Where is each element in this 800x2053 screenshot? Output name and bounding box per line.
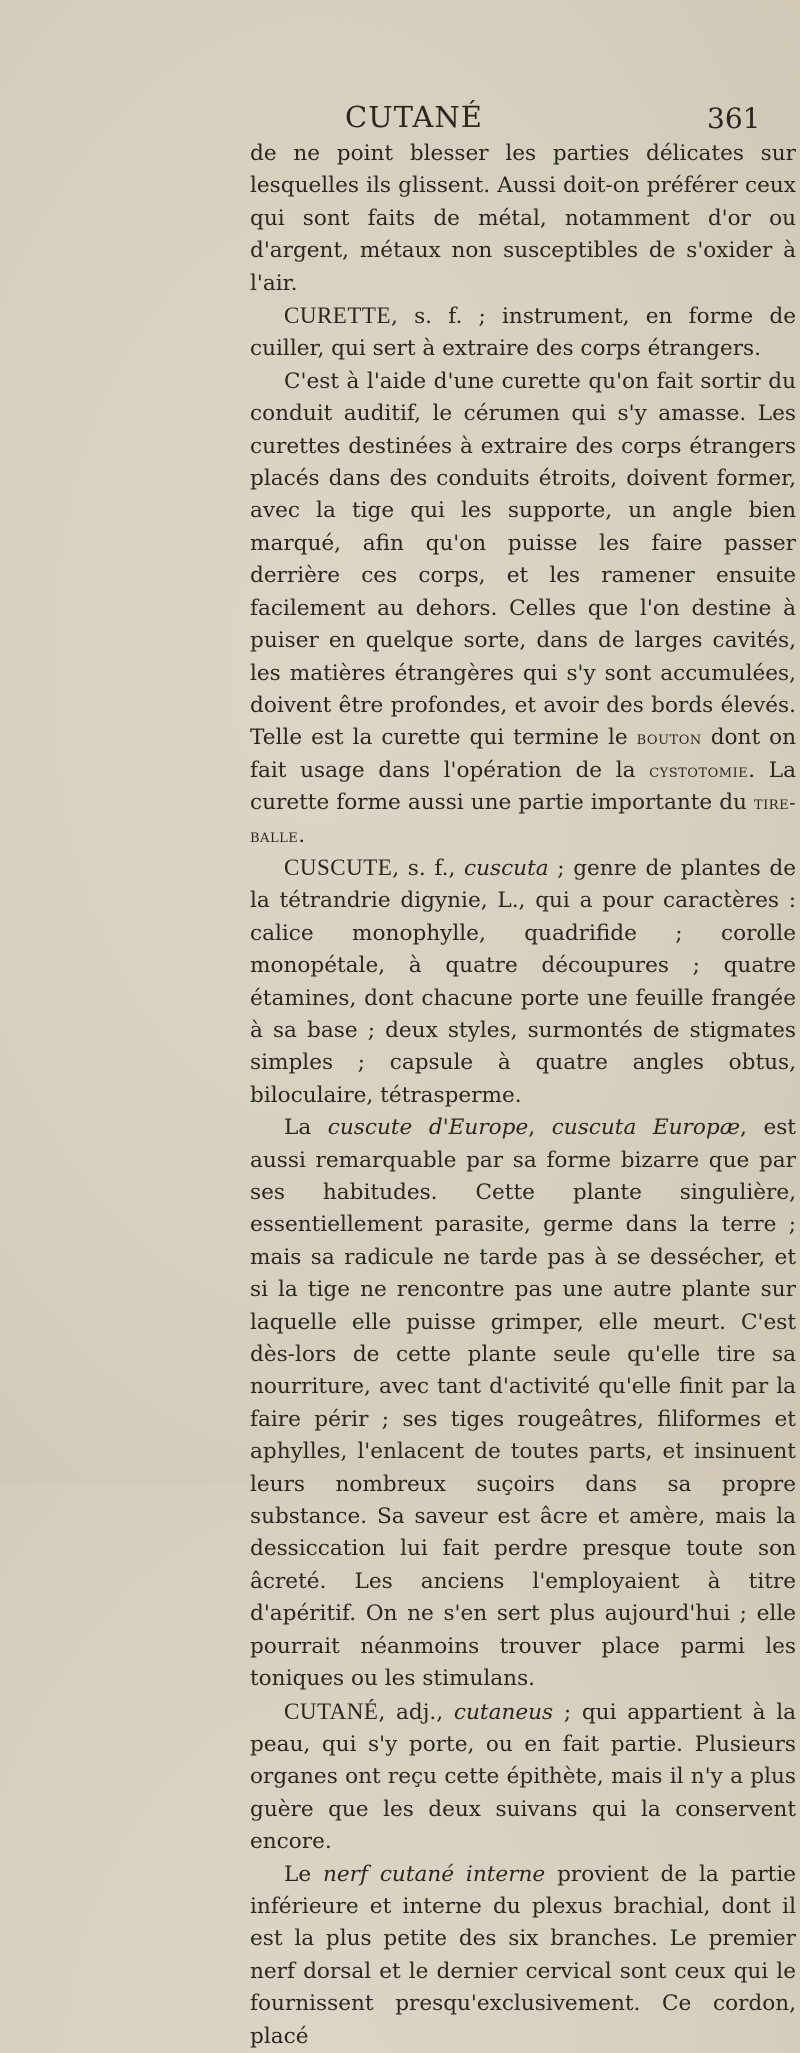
paragraph-nerf-cutane — [250, 1859, 796, 2053]
paragraph-curette-usage — [250, 366, 796, 852]
paragraph-text: dont on fait usage dans l'opération de la — [250, 725, 797, 783]
paragraph-text: de ne point blesser les parties délicates sur lesquelles ils glissent. Aussi doit-on préférer ceux qui sont faits de métal, notamment d'or ou d'argent, métaux non susceptibles de s'oxider à l'air. — [250, 141, 796, 296]
paragraph-text: C'est à l'aide d'une curette qu'on fait sortir du conduit auditif, le cérumen qui s'y amasse. Les curettes destinées à extraire des corps étrangers placés dans des conduits étroits, doivent former, avec la tige qui les supporte, un angle bien marqué, afin qu'on puisse les faire passer derrière ces corps, et les ramener ensuite facilement au dehors. Celles que l'on destine à puiser en quelque sorte, dans de larges cavités, les matières étrangères qui s'y sont accumulées, doivent être profondes, et avoir des bords élevés. Telle est la curette qui termine le — [250, 368, 796, 751]
entry-cutane — [250, 1696, 796, 1859]
paragraph-text: provient de la partie inférieure et interne du plexus brachial, dont il est la plus petite des six branches. Le premier nerf dorsal et le dernier cervical sont ceux qui le fournissent presqu'exclusivement. Ce cordon, placé — [250, 1861, 797, 2049]
headword-curette: CURETTE — [284, 303, 391, 329]
paragraph-text: Le — [284, 1861, 323, 1887]
headword-cutane: CUTANÉ — [284, 1698, 379, 1724]
cross-reference-cystotomie: cystotomie — [649, 759, 749, 782]
term-italic: nerf cutané interne — [322, 1861, 546, 1887]
running-head: CUTANÉ — [345, 100, 483, 134]
entry-cuscute — [250, 852, 796, 1112]
definition-text: , s. f. ; instrument, en forme de cuiller, qui sert à extraire des corps étrangers. — [250, 304, 796, 362]
paragraph-continuation — [250, 138, 796, 300]
paragraph-text: La — [284, 1115, 328, 1141]
latin-name: cutaneus — [453, 1699, 554, 1725]
page-number: 361 — [707, 102, 761, 135]
cross-reference-tire-balle: tire-balle — [250, 792, 796, 847]
cross-reference-bouton: bouton — [636, 727, 702, 750]
definition-text: , adj., — [378, 1699, 454, 1725]
species-name: cuscute d'Europe — [327, 1115, 529, 1141]
paragraph-text: , — [528, 1115, 552, 1141]
paragraph-text: , est aussi remarquable par sa forme bizarre que par ses habitudes. Cette plante singulière, essentiellement parasite, germe dans la terre ; mais sa radicule ne tarde pas à se dessécher, et si la tige ne rencontre pas une autre plante sur laquelle elle puisse grimper, elle meurt. C'est dès-lors de cette plante seule qu'elle tire sa nourriture, avec tant d'activité qu'elle finit par la faire périr ; ses tiges rougeâtres, filiformes et aphylles, l'enlacent de toutes parts, et insinuent leurs nombreux suçoirs dans sa propre substance. Sa saveur est âcre et amère, mais la dessiccation lui fait perdre presque toute son âcreté. Les anciens l'employaient à titre d'apéritif. On ne s'en sert plus aujourd'hui ; elle pourrait néanmoins trouver place parmi les toniques ou les stimulans. — [250, 1115, 796, 1692]
page-body — [250, 138, 796, 2053]
headword-cuscute: CUSCUTE — [284, 854, 393, 880]
paragraph-text: . La curette forme aussi une partie importante du — [250, 757, 796, 816]
definition-text: , s. f., — [392, 855, 464, 881]
latin-name: cuscuta Europæ — [551, 1115, 741, 1141]
latin-name: cuscuta — [464, 855, 549, 881]
entry-curette — [250, 300, 796, 366]
definition-text: ; genre de plantes de la tétrandrie digynie, L., qui a pour caractères : calice monophylle, quadrifide ; corolle monopétale, à quatre découpures ; quatre étamines, dont chacune porte une feuille frangée à sa base ; deux styles, surmontés de stigmates simples ; capsule à quatre angles obtus, biloculaire, tétrasperme. — [250, 855, 796, 1108]
definition-text: ; qui appartient à la peau, qui s'y porte, ou en fait partie. Plusieurs organes ont reçu cette épithète, mais il n'y a plus guère que les deux suivans qui la conservent encore. — [250, 1699, 796, 1855]
paragraph-text: . — [298, 822, 306, 848]
paragraph-cuscute-europe — [250, 1112, 796, 1695]
